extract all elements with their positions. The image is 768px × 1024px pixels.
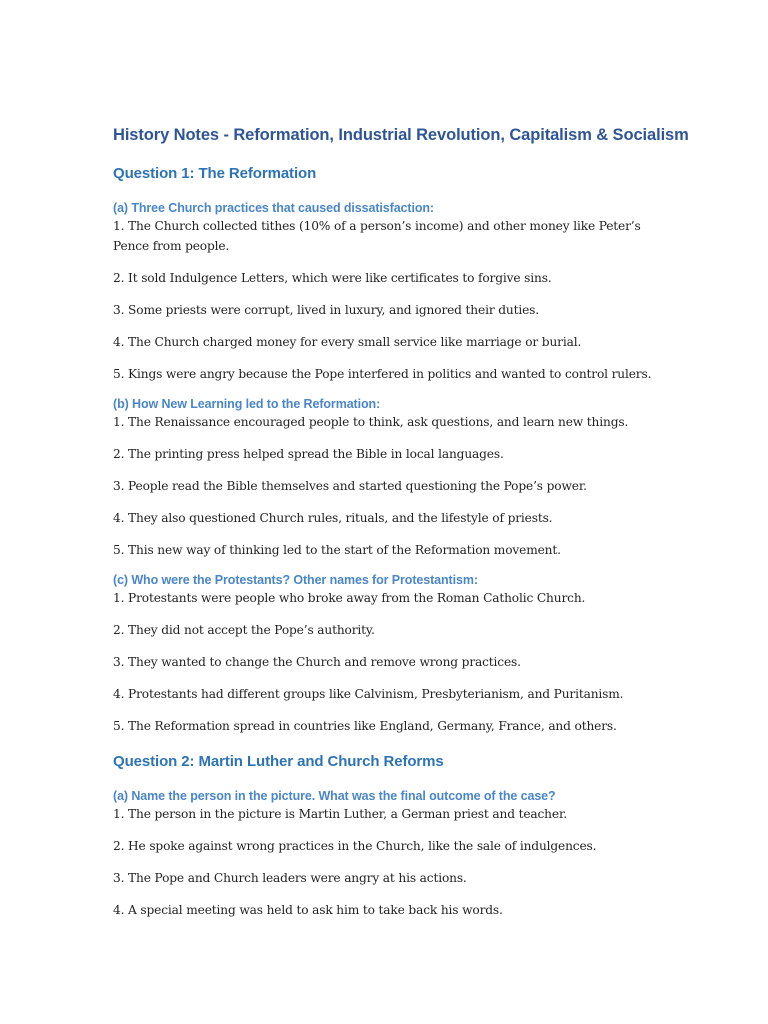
list-item: 5. The Reformation spread in countries like England, Germany, France, and others. — [113, 719, 617, 733]
section-1c-heading: (c) Who were the Protestants? Other names for Protestantism: — [113, 573, 478, 587]
list-item: 4. Protestants had different groups like Calvinism, Presbyterianism, and Puritanism. — [113, 687, 624, 701]
document-page — [113, 124, 689, 920]
section-2a-heading: (a) Name the person in the picture. What was the final outcome of the case? — [113, 789, 556, 803]
question-2-heading: Question 2: Martin Luther and Church Reforms — [113, 753, 444, 770]
document-title: History Notes - Reformation, Industrial Revolution, Capitalism & Socialism — [113, 126, 689, 144]
section-1b — [113, 396, 673, 560]
list-item: 3. They wanted to change the Church and remove wrong practices. — [113, 655, 521, 669]
list-item: 5. Kings were angry because the Pope interfered in politics and wanted to control rulers. — [113, 367, 652, 381]
list-item: 2. It sold Indulgence Letters, which were like certificates to forgive sins. — [113, 271, 552, 285]
question-1-heading: Question 1: The Reformation — [113, 165, 317, 182]
section-1a-heading: (a) Three Church practices that caused dissatisfaction: — [113, 201, 434, 215]
list-item: 4. They also questioned Church rules, rituals, and the lifestyle of priests. — [113, 511, 553, 525]
section-1c — [113, 572, 673, 736]
list-item: 1. The person in the picture is Martin Luther, a German priest and teacher. — [113, 807, 568, 821]
list-item: 2. He spoke against wrong practices in the Church, like the sale of indulgences. — [113, 839, 597, 853]
list-item: 4. A special meeting was held to ask him to take back his words. — [113, 903, 503, 917]
section-2a — [113, 788, 673, 920]
section-1a — [113, 200, 673, 384]
list-item: 2. They did not accept the Pope’s authority. — [113, 623, 375, 637]
list-item: 2. The printing press helped spread the Bible in local languages. — [113, 447, 504, 461]
list-item: 3. The Pope and Church leaders were angry at his actions. — [113, 871, 467, 885]
list-item: 1. The Church collected tithes (10% of a person’s income) and other money like Peter’s Pence from people. — [113, 219, 641, 253]
list-item: 1. Protestants were people who broke away from the Roman Catholic Church. — [113, 591, 586, 605]
list-item: 4. The Church charged money for every small service like marriage or burial. — [113, 335, 582, 349]
list-item: 5. This new way of thinking led to the start of the Reformation movement. — [113, 543, 561, 557]
section-1b-heading: (b) How New Learning led to the Reformation: — [113, 397, 381, 411]
list-item: 3. People read the Bible themselves and started questioning the Pope’s power. — [113, 479, 587, 493]
list-item: 3. Some priests were corrupt, lived in luxury, and ignored their duties. — [113, 303, 539, 317]
list-item: 1. The Renaissance encouraged people to think, ask questions, and learn new things. — [113, 415, 629, 429]
